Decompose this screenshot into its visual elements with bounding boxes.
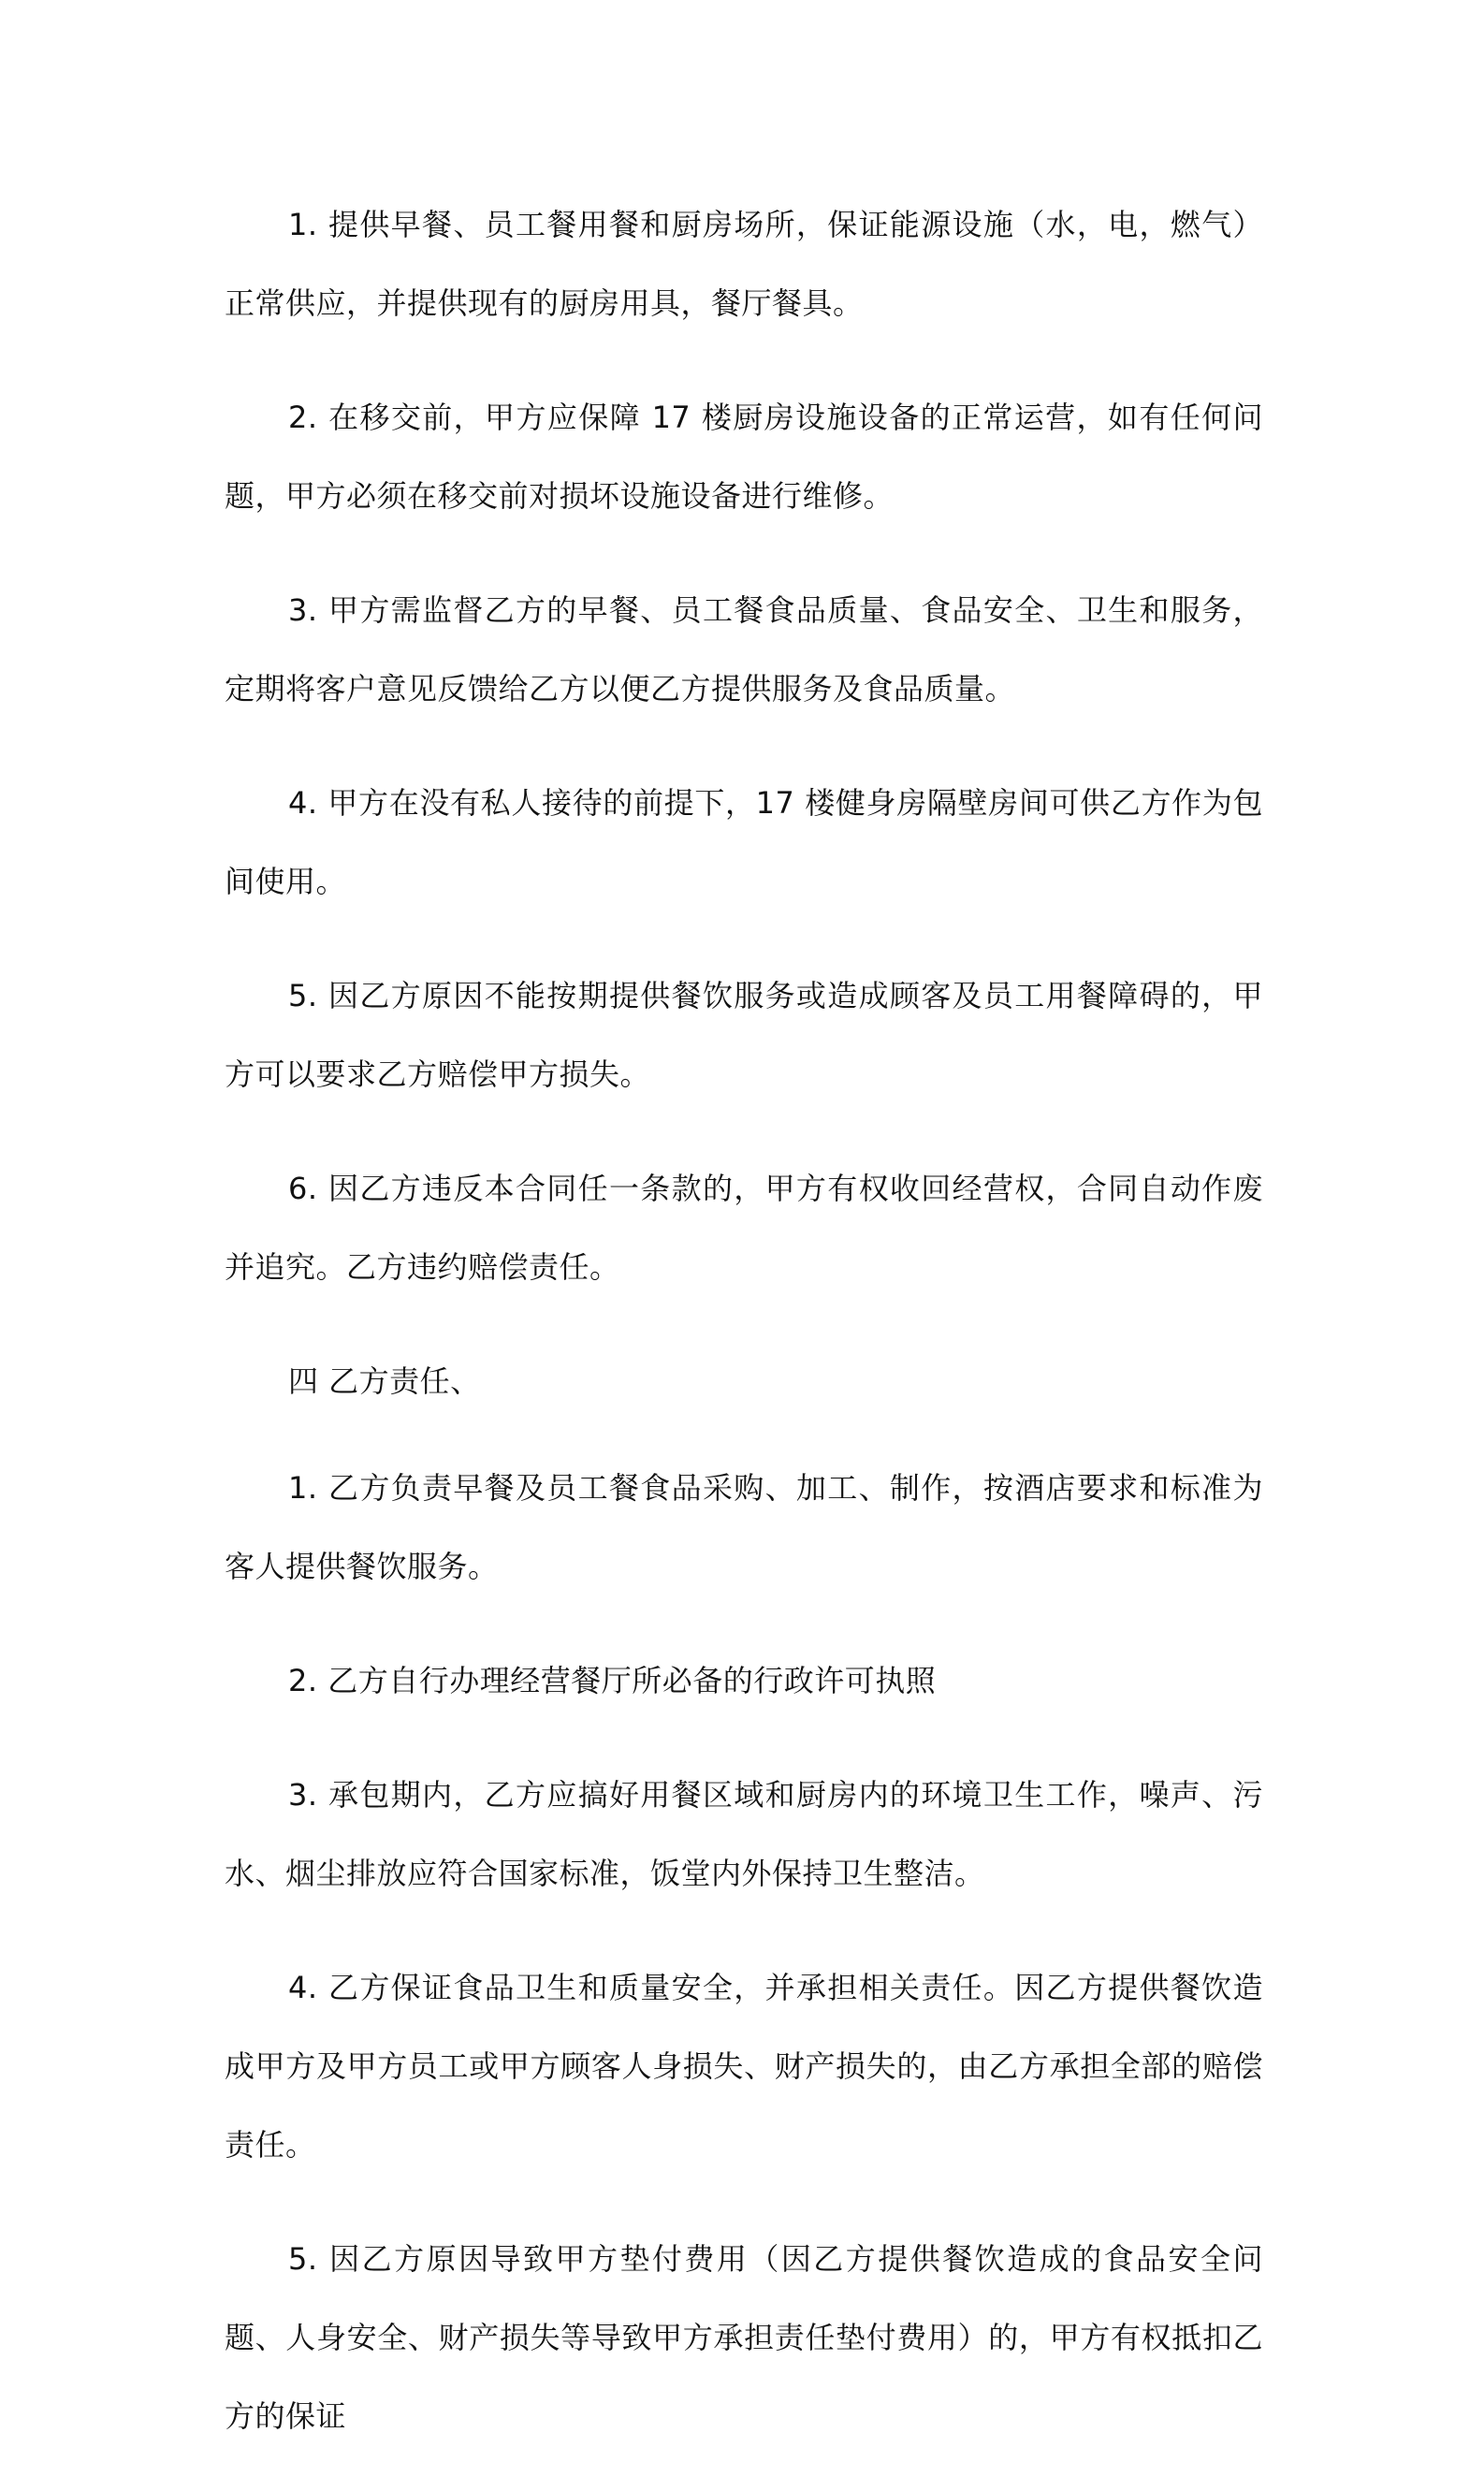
paragraph-party-a-4: 4. 甲方在没有私人接待的前提下，17 楼健身房隔壁房间可供乙方作为包间使用。 [225, 785, 1263, 899]
document-body [225, 185, 1263, 2491]
section-heading-party-b: 四 乙方责任、 [288, 1363, 481, 1399]
paragraph-party-a-6: 6. 因乙方违反本合同任一条款的，甲方有权收回经营权，合同自动作废并追究。乙方违约赔偿责任。 [225, 1171, 1263, 1285]
paragraph-party-a-2: 2. 在移交前，甲方应保障 17 楼厨房设施设备的正常运营，如有任何问题，甲方必须在移交前对损坏设施设备进行维修。 [225, 400, 1263, 514]
paragraph-party-a-3: 3. 甲方需监督乙方的早餐、员工餐食品质量、食品安全、卫生和服务，定期将客户意见反馈给乙方以便乙方提供服务及食品质量。 [225, 592, 1263, 707]
paragraph-party-b-1: 1. 乙方负责早餐及员工餐食品采购、加工、制作，按酒店要求和标准为客人提供餐饮服务。 [225, 1470, 1263, 1584]
paragraph-party-b-4: 4. 乙方保证食品卫生和质量安全，并承担相关责任。因乙方提供餐饮造成甲方及甲方员工或甲方顾客人身损失、财产损失的，由乙方承担全部的赔偿责任。 [225, 1970, 1263, 2163]
paragraph-party-a-5: 5. 因乙方原因不能按期提供餐饮服务或造成顾客及员工用餐障碍的，甲方可以要求乙方赔偿甲方损失。 [225, 978, 1263, 1092]
paragraph-party-a-1: 1. 提供早餐、员工餐用餐和厨房场所，保证能源设施（水，电，燃气）正常供应，并提供现有的厨房用具，餐厅餐具。 [225, 207, 1263, 321]
paragraph-party-b-5: 5. 因乙方原因导致甲方垫付费用（因乙方提供餐饮造成的食品安全问题、人身安全、财产损失等导致甲方承担责任垫付费用）的，甲方有权抵扣乙方的保证 [225, 2241, 1263, 2434]
paragraph-party-b-2: 2. 乙方自行办理经营餐厅所必备的行政许可执照 [288, 1663, 937, 1698]
paragraph-party-b-3: 3. 承包期内，乙方应搞好用餐区域和厨房内的环境卫生工作，噪声、污水、烟尘排放应符合国家标准，饭堂内外保持卫生整洁。 [225, 1777, 1263, 1891]
